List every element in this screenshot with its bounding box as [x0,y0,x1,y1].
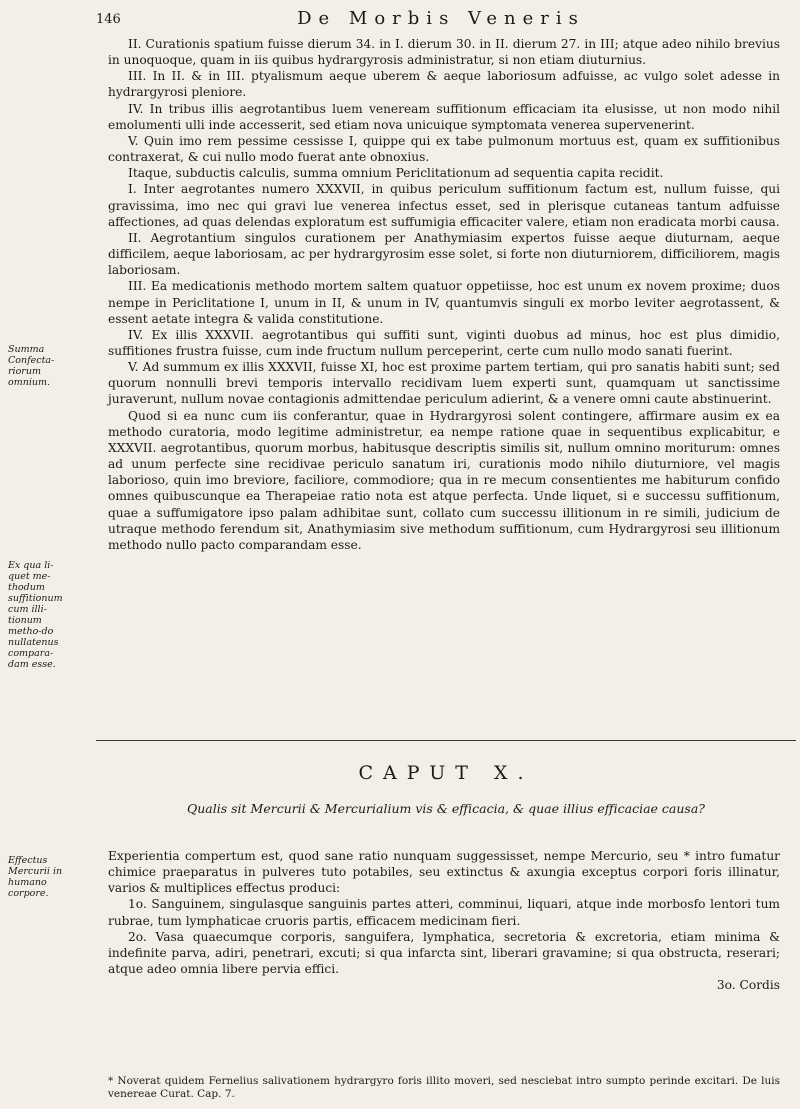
section-divider [96,740,796,741]
margin-note-methodus: Ex qua li-quet me-thodum suffitionum cum illi-tionum metho-do nullatenus compara-dam esse. [8,560,63,670]
paragraph: II. Aegrotantium singulos curationem per Anathymiasim expertos fuisse aeque diuturnam, aeque difficilem, aeque laboriosam, ac per hydrargyrosim esse solet, si forte non diuturniorem, difficiliorem, magis laboriosam. [108,230,780,278]
paragraph: III. Ea medicationis methodo mortem saltem quatuor oppetiisse, hoc est unum ex novem proxime; duos nempe in Periclitatione I, unum in II, & unum in IV, quantumvis singuli ex morbo leviter aegrotassent, & essent aetate integra & valida constitutione. [108,279,780,326]
paragraph: V. Ad summum ex illis XXXVII, fuisse XI, hoc est proxime partem tertiam, qui pro sanatis habiti sunt; sed quorum nonnulli brevi temporis intervallo recidivam luem experti sunt, quamquam ut sanctissime juraverunt, nullum novae contagionis admittendae periculum adierint, & a venere omni caute abstinuerint. [108,360,780,407]
running-title: De Morbis Veneris [297,8,585,29]
paragraph: I. Inter aegrotantes numero XXXVII, in quibus periculum suffitionum factum est, nullum fuisse, qui gravissima, imo nec qui gravi lue venerea infectus esset, sed in plerisque cutaneas tantum adfuisse affectiones, ad quas delendas exploratum est suffumigia efficaciter valere, etiam non eradicata morbi causa. [108,182,780,229]
paragraph: III. In II. & in III. ptyalismum aeque uberem & aeque laboriosum adfuisse, ac vulgo solet adesse in hydrargyrosi pleniore. [108,69,780,100]
chapter-paragraph: 2o. Vasa quaecumque corporis, sanguifera, lymphatica, secretoria & excretoria, etiam minima & indefinite parva, adiri, penetrari, excuti; si qua infarcta sint, liberari gravamine; si qua obstructa, reserari; atque adeo omnia libere pervia effici. [108,929,780,977]
catchword: 3o. Cordis [716,978,780,993]
paragraph: IV. In tribus illis aegrotantibus luem veneream suffitionum efficaciam ita elusisse, ut non modo nihil emolumenti ulli inde accesserit, sed etiam nova unicuique symptomata venerea supervenerint. [108,101,780,132]
margin-note-summa: Summa Confecta-riorum omnium. [8,344,55,388]
chapter-heading: CAPUT X. [358,762,534,784]
paragraph: Quod si ea nunc cum iis conferantur, quae in Hydrargyrosi solent contingere, affirmare ausim ex ea methodo curatoria, modo legitime administretur, ea nempe ratione quae in sequentibus explicabitur, e XXXVII. aegrotantibus, quorum morbus, habitusque descriptis similis sit, nullum omnino moriturum: omnes ad unum perfecte sine recidivae periculo sanatum iri, curationis modo nihilo diuturniore, vel magis laborioso, quin imo breviore, faciliore, commodiore; qua in re mecum consentientes me habiturum confido omnes quibuscunque ea Therapeiae ratio nota est atque perfecta. Unde liquet, si e successu suffitionum, quae a suffumigatore ipso palam adhibitae sunt, collato cum successu illitionum in re simili, judicium de utraque methodo ferendum sit, Anathymiasim sive methodum suffitionum, cum Hydrargyrosi seu illitionum methodo nullo pacto comparandam esse. [108,408,780,552]
paragraph: Itaque, subductis calculis, summa omnium Periclitationum ad sequentia capita recidit. [128,166,664,181]
chapter-subtitle: Qualis sit Mercurii & Mercurialium vis & efficacia, & quae illius efficaciae causa? [187,801,705,816]
chapter-paragraph: 1o. Sanguinem, singulasque sanguinis partes atteri, comminui, liquari, atque inde morbosfo lentori tum rubrae, tum lymphaticae cruoris partis, efficacem medicinam fieri. [108,897,780,928]
chapter-paragraph: Experientia compertum est, quod sane ratio nunquam suggessisset, nempe Mercurio, seu * intro fumatur chimice praeparatus in pulveres tuto potabiles, seu extinctus & axungia exceptus corpori foris illinatur, varios & multiplices effectus produci: [108,849,780,896]
paragraph: IV. Ex illis XXXVII. aegrotantibus qui suffiti sunt, viginti duobus ad minus, hoc est plus dimidio, suffitiones frustra fuisse, cum inde fructum nullum perceperint, certe cum nullo modo sanati fuerint. [108,327,780,358]
main-text-block [108,36,780,553]
footnote: * Noverat quidem Fernelius salivationem hydrargyro foris illito moveri, sed nesciebat intro sumpto perinde excitari. De luis venereae Curat. Cap. 7. [108,1075,780,1100]
paragraph: V. Quin imo rem pessime cessisse I, quippe qui ex tabe pulmonum mortuus est, quam ex suffitionibus contraxerat, & cui nullo modo fuerat ante obnoxius. [108,133,780,165]
chapter-text-block [108,848,780,993]
margin-note-effectus: Effectus Mercurii in humano corpore. [8,855,63,899]
page-number: 146 [96,12,121,27]
paragraph: II. Curationis spatium fuisse dierum 34. in I. dierum 30. in II. dierum 27. in III; atque adeo nihilo brevius in unoquoque, quam in iis quibus hydrargyrosis administratur, si non etiam diuturnius. [108,37,780,68]
running-header [96,8,786,32]
